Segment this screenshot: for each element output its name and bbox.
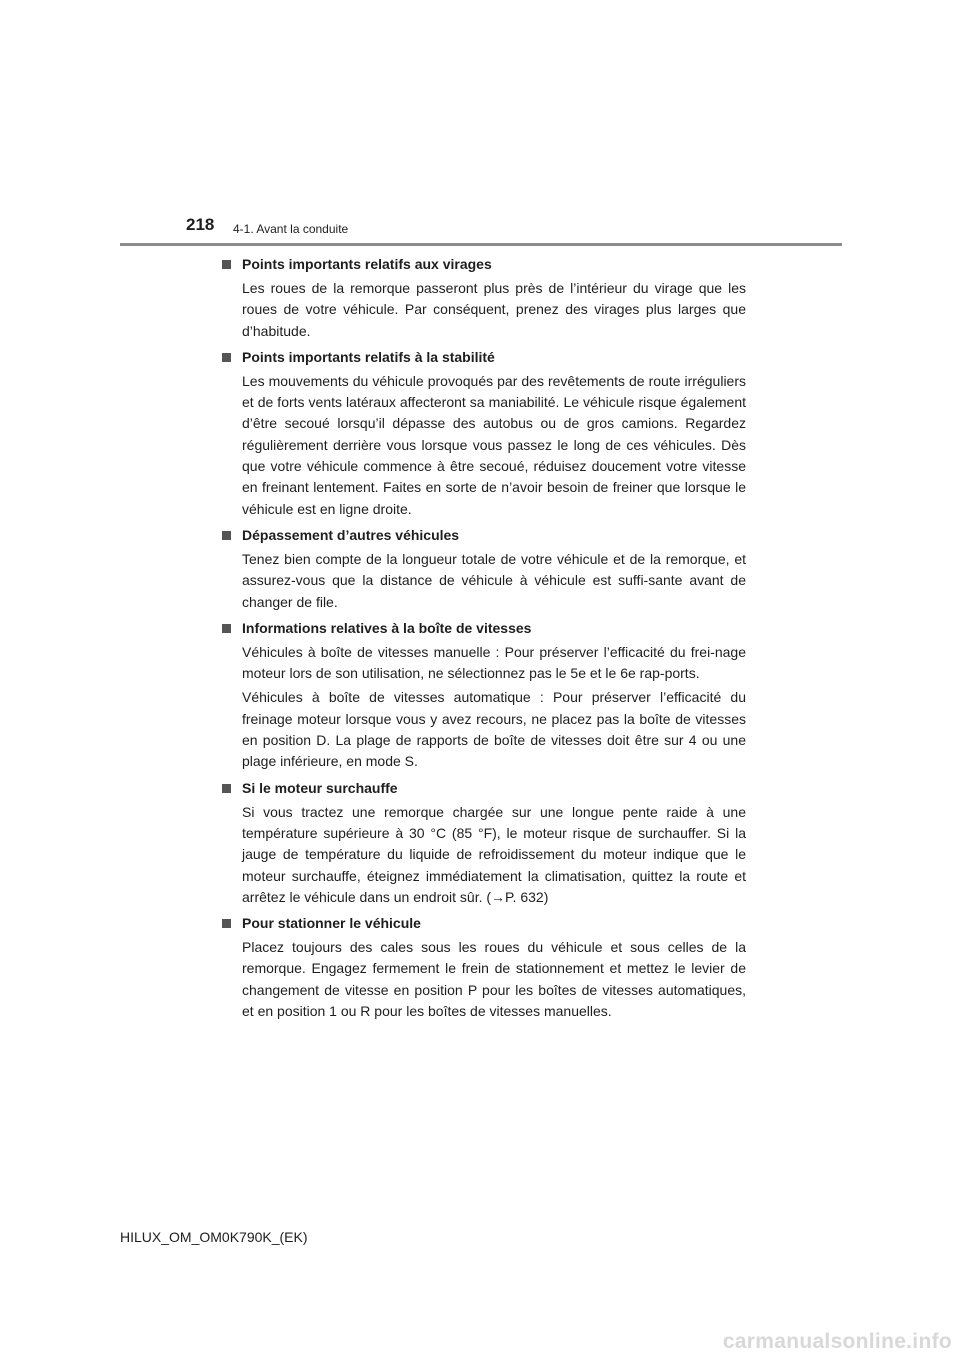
section-heading (222, 347, 746, 368)
page-number: 218 (186, 215, 215, 234)
square-bullet-icon (222, 260, 231, 269)
section-label: 4-1. Avant la conduite (233, 222, 349, 236)
square-bullet-icon (222, 353, 231, 362)
section-parking (222, 913, 746, 1022)
section-turns (222, 254, 746, 342)
page-body (222, 254, 746, 1022)
document-id: HILUX_OM_OM0K790K_(EK) (120, 1229, 308, 1245)
square-bullet-icon (222, 624, 231, 633)
paragraph: Les mouvements du véhicule provoqués par des revêtements de route irréguliers et de forts vents latéraux affecteront sa maniabilité. Le véhicule risque également d’être secoué lorsqu’il dépasse des autobus ou de gros camions. Regardez régulièrement derrière vous lorsque vous passez le long de ces véhicules. Dès que votre véhicule commence à être secoué, réduisez doucement votre vitesse en freinant lentement. Faites en sorte de n’avoir besoin de freiner que lorsque le véhicule est en ligne droite. (242, 372, 746, 517)
square-bullet-icon (222, 531, 231, 540)
section-heading (222, 254, 746, 275)
section-overtaking (222, 525, 746, 613)
paragraph: Les roues de la remorque passeront plus près de l’intérieur du virage que les roues de votre véhicule. Par conséquent, prenez des virages plus larges que d’habitude. (242, 280, 746, 339)
heading-text: Dépassement d’autres véhicules (242, 526, 460, 543)
section-heading (222, 525, 746, 546)
section-transmission (222, 618, 746, 773)
section-heading (222, 913, 746, 934)
paragraph: Véhicules à boîte de vitesses automatique : Pour préserver l’efficacité du freinage moteur lorsque vous y avez recours, ne placez pas la boîte de vitesses en position D. La plage de rapports de boîte de vitesses doit être sur 4 ou une plage inférieure, en mode S. (242, 689, 746, 770)
section-heading (222, 778, 746, 799)
heading-text: Points importants relatifs aux virages (242, 256, 492, 272)
section-overheating (222, 778, 746, 908)
square-bullet-icon (222, 784, 231, 793)
section-heading (222, 618, 746, 639)
paragraph: Placez toujours des cales sous les roues du véhicule et sous celles de la remorque. Engagez fermement le frein de stationnement et mettez le levier de changement de vitesse en position P pour les boîtes de vitesses automatiques, et en position 1 ou R pour les boîtes de vitesses manuelles. (242, 939, 746, 1020)
heading-text: Si le moteur surchauffe (242, 779, 398, 796)
heading-text: Points importants relatifs à la stabilité (242, 348, 495, 365)
square-bullet-icon (222, 919, 231, 928)
section-stability (222, 347, 746, 520)
site-watermark: carmanualsonline.info (722, 1330, 952, 1353)
paragraph: Si vous tractez une remorque chargée sur une longue pente raide à une température supérieure à 30 °C (85 °F), le moteur risque de surchauffer. Si la jauge de température du liquide de refroidissement du moteur indique que le moteur surchauffe, éteignez immédiatement la climatisation, quittez la route et arrêtez le véhicule dans un endroit sûr. (→P. 632) (242, 803, 746, 905)
heading-text: Pour stationner le véhicule (242, 915, 421, 932)
header-divider (120, 243, 842, 246)
paragraph: Tenez bien compte de la longueur totale de votre véhicule et de la remorque, et assurez-vous que la distance de véhicule à véhicule est suffi-sante avant de changer de file. (242, 550, 746, 610)
paragraph: Véhicules à boîte de vitesses manuelle : Pour préserver l’efficacité du frei-nage moteur lors de son utilisation, ne sélectionnez pas le 5e et le 6e rap-ports. (242, 643, 746, 682)
heading-text: Informations relatives à la boîte de vitesses (242, 619, 532, 636)
